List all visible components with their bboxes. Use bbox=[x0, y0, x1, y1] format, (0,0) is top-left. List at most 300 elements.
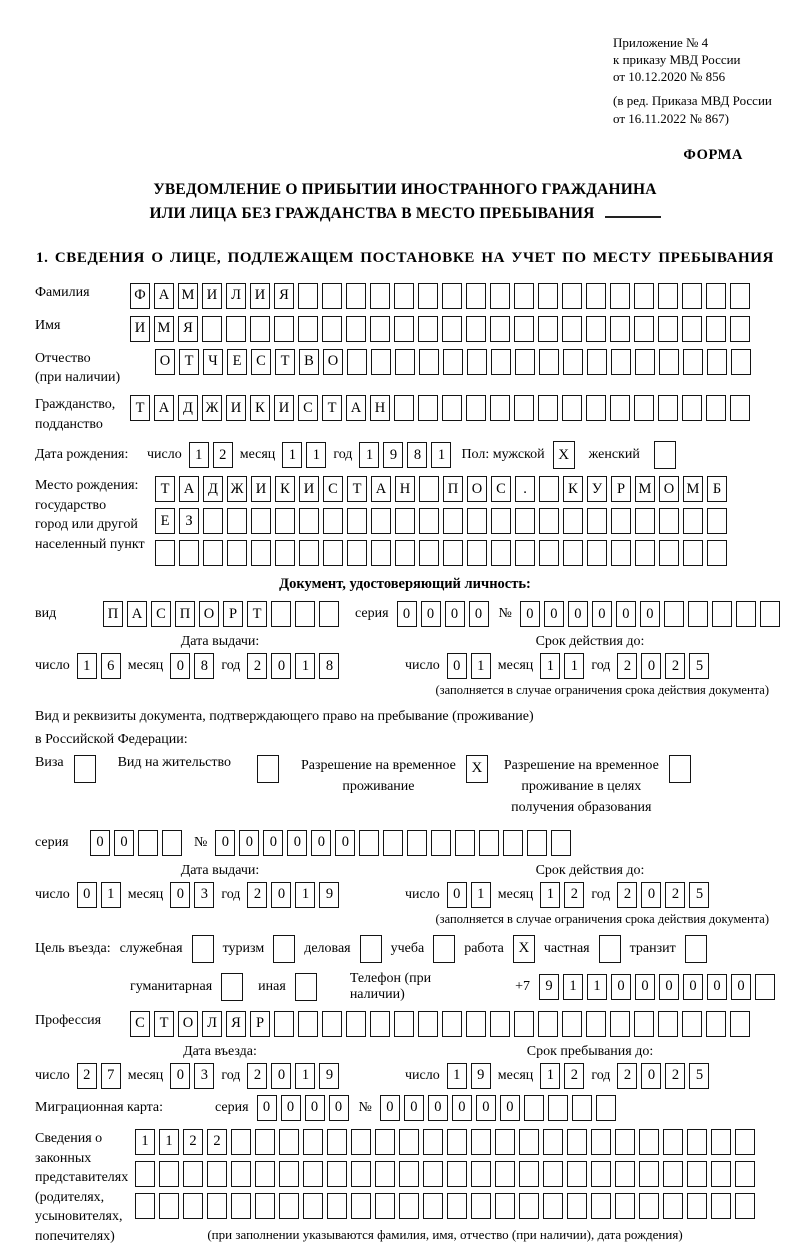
char-cell[interactable]: 9 bbox=[319, 1063, 339, 1089]
char-cell[interactable] bbox=[711, 1193, 731, 1219]
char-cell[interactable] bbox=[615, 1129, 635, 1155]
char-cell[interactable]: 0 bbox=[239, 830, 259, 856]
char-cell[interactable] bbox=[322, 316, 342, 342]
char-cell[interactable]: 0 bbox=[287, 830, 307, 856]
char-cell[interactable] bbox=[586, 1011, 606, 1037]
char-cell[interactable] bbox=[275, 540, 295, 566]
char-cell[interactable]: 2 bbox=[564, 1063, 584, 1089]
char-cell[interactable]: 2 bbox=[207, 1129, 227, 1155]
char-cell[interactable] bbox=[539, 349, 559, 375]
char-cell[interactable] bbox=[514, 316, 534, 342]
char-cell[interactable]: 0 bbox=[731, 974, 751, 1000]
char-cell[interactable] bbox=[395, 349, 415, 375]
char-cell[interactable]: О bbox=[467, 476, 487, 502]
char-cell[interactable]: 1 bbox=[587, 974, 607, 1000]
char-cell[interactable] bbox=[519, 1193, 539, 1219]
char-cell[interactable]: Т bbox=[347, 476, 367, 502]
char-cell[interactable] bbox=[467, 349, 487, 375]
char-cell[interactable]: О bbox=[323, 349, 343, 375]
char-cell[interactable]: О bbox=[155, 349, 175, 375]
purpose-humanitarian-checkbox[interactable] bbox=[221, 973, 243, 1001]
char-cell[interactable]: С bbox=[130, 1011, 150, 1037]
char-cell[interactable] bbox=[615, 1161, 635, 1187]
char-cell[interactable] bbox=[706, 283, 726, 309]
char-cell[interactable]: 0 bbox=[500, 1095, 520, 1121]
char-cell[interactable]: 2 bbox=[247, 882, 267, 908]
char-cell[interactable] bbox=[370, 316, 390, 342]
char-cell[interactable]: 0 bbox=[263, 830, 283, 856]
char-cell[interactable]: А bbox=[154, 395, 174, 421]
char-cell[interactable] bbox=[419, 508, 439, 534]
char-cell[interactable] bbox=[659, 508, 679, 534]
char-cell[interactable] bbox=[279, 1193, 299, 1219]
char-cell[interactable] bbox=[730, 316, 750, 342]
purpose-work-checkbox[interactable]: X bbox=[513, 935, 535, 963]
char-cell[interactable] bbox=[730, 283, 750, 309]
char-cell[interactable] bbox=[371, 508, 391, 534]
char-cell[interactable]: 0 bbox=[447, 882, 467, 908]
char-cell[interactable]: 5 bbox=[689, 1063, 709, 1089]
char-cell[interactable] bbox=[375, 1161, 395, 1187]
char-cell[interactable]: С bbox=[298, 395, 318, 421]
char-cell[interactable] bbox=[610, 1011, 630, 1037]
char-cell[interactable]: 0 bbox=[476, 1095, 496, 1121]
char-cell[interactable]: 0 bbox=[568, 601, 588, 627]
char-cell[interactable]: А bbox=[127, 601, 147, 627]
char-cell[interactable] bbox=[735, 1193, 755, 1219]
char-cell[interactable] bbox=[394, 1011, 414, 1037]
char-cell[interactable] bbox=[407, 830, 427, 856]
char-cell[interactable] bbox=[455, 830, 475, 856]
char-cell[interactable]: 0 bbox=[281, 1095, 301, 1121]
char-cell[interactable] bbox=[562, 395, 582, 421]
char-cell[interactable] bbox=[615, 1193, 635, 1219]
char-cell[interactable]: 0 bbox=[659, 974, 679, 1000]
char-cell[interactable] bbox=[548, 1095, 568, 1121]
char-cell[interactable] bbox=[375, 1193, 395, 1219]
char-cell[interactable] bbox=[760, 601, 780, 627]
char-cell[interactable] bbox=[515, 508, 535, 534]
char-cell[interactable] bbox=[226, 316, 246, 342]
char-cell[interactable] bbox=[711, 1161, 731, 1187]
char-cell[interactable]: П bbox=[175, 601, 195, 627]
char-cell[interactable]: Т bbox=[247, 601, 267, 627]
char-cell[interactable] bbox=[394, 283, 414, 309]
char-cell[interactable] bbox=[479, 830, 499, 856]
char-cell[interactable] bbox=[683, 349, 703, 375]
char-cell[interactable] bbox=[418, 316, 438, 342]
char-cell[interactable] bbox=[495, 1161, 515, 1187]
char-cell[interactable]: 8 bbox=[319, 653, 339, 679]
char-cell[interactable] bbox=[586, 395, 606, 421]
char-cell[interactable]: В bbox=[299, 349, 319, 375]
char-cell[interactable] bbox=[634, 316, 654, 342]
char-cell[interactable]: 0 bbox=[335, 830, 355, 856]
char-cell[interactable]: 9 bbox=[539, 974, 559, 1000]
char-cell[interactable]: Ж bbox=[202, 395, 222, 421]
char-cell[interactable] bbox=[419, 349, 439, 375]
char-cell[interactable]: 0 bbox=[641, 1063, 661, 1089]
char-cell[interactable]: 0 bbox=[170, 1063, 190, 1089]
char-cell[interactable] bbox=[543, 1161, 563, 1187]
char-cell[interactable]: 1 bbox=[471, 882, 491, 908]
char-cell[interactable] bbox=[255, 1193, 275, 1219]
char-cell[interactable]: 2 bbox=[665, 653, 685, 679]
char-cell[interactable] bbox=[275, 508, 295, 534]
purpose-official-checkbox[interactable] bbox=[192, 935, 214, 963]
char-cell[interactable]: 0 bbox=[428, 1095, 448, 1121]
char-cell[interactable] bbox=[688, 601, 708, 627]
char-cell[interactable] bbox=[466, 283, 486, 309]
char-cell[interactable] bbox=[423, 1129, 443, 1155]
char-cell[interactable]: Е bbox=[155, 508, 175, 534]
char-cell[interactable] bbox=[323, 508, 343, 534]
char-cell[interactable] bbox=[327, 1193, 347, 1219]
char-cell[interactable] bbox=[682, 395, 702, 421]
char-cell[interactable] bbox=[519, 1129, 539, 1155]
char-cell[interactable] bbox=[419, 540, 439, 566]
char-cell[interactable]: 2 bbox=[665, 882, 685, 908]
char-cell[interactable]: П bbox=[103, 601, 123, 627]
char-cell[interactable]: К bbox=[275, 476, 295, 502]
char-cell[interactable]: 0 bbox=[683, 974, 703, 1000]
char-cell[interactable] bbox=[347, 540, 367, 566]
char-cell[interactable]: Т bbox=[155, 476, 175, 502]
char-cell[interactable] bbox=[231, 1129, 251, 1155]
char-cell[interactable]: 2 bbox=[183, 1129, 203, 1155]
char-cell[interactable]: 1 bbox=[295, 653, 315, 679]
char-cell[interactable]: Р bbox=[250, 1011, 270, 1037]
char-cell[interactable]: С bbox=[491, 476, 511, 502]
char-cell[interactable] bbox=[423, 1193, 443, 1219]
char-cell[interactable] bbox=[562, 283, 582, 309]
char-cell[interactable]: 2 bbox=[617, 882, 637, 908]
char-cell[interactable] bbox=[447, 1193, 467, 1219]
char-cell[interactable] bbox=[659, 540, 679, 566]
char-cell[interactable]: 0 bbox=[397, 601, 417, 627]
char-cell[interactable] bbox=[251, 508, 271, 534]
char-cell[interactable]: 0 bbox=[271, 653, 291, 679]
char-cell[interactable]: С bbox=[323, 476, 343, 502]
char-cell[interactable] bbox=[591, 1193, 611, 1219]
char-cell[interactable] bbox=[587, 349, 607, 375]
char-cell[interactable] bbox=[515, 540, 535, 566]
char-cell[interactable] bbox=[274, 1011, 294, 1037]
char-cell[interactable]: Р bbox=[223, 601, 243, 627]
char-cell[interactable] bbox=[298, 316, 318, 342]
char-cell[interactable] bbox=[736, 601, 756, 627]
char-cell[interactable] bbox=[503, 830, 523, 856]
char-cell[interactable] bbox=[635, 349, 655, 375]
char-cell[interactable] bbox=[431, 830, 451, 856]
char-cell[interactable] bbox=[303, 1129, 323, 1155]
char-cell[interactable]: 1 bbox=[306, 442, 326, 468]
char-cell[interactable] bbox=[295, 601, 315, 627]
char-cell[interactable] bbox=[490, 283, 510, 309]
char-cell[interactable]: 1 bbox=[471, 653, 491, 679]
char-cell[interactable] bbox=[567, 1129, 587, 1155]
char-cell[interactable]: 1 bbox=[564, 653, 584, 679]
visa-checkbox[interactable] bbox=[74, 755, 96, 783]
char-cell[interactable] bbox=[298, 283, 318, 309]
char-cell[interactable]: 1 bbox=[295, 1063, 315, 1089]
char-cell[interactable]: 0 bbox=[592, 601, 612, 627]
char-cell[interactable]: И bbox=[274, 395, 294, 421]
char-cell[interactable]: 0 bbox=[170, 882, 190, 908]
char-cell[interactable] bbox=[138, 830, 158, 856]
char-cell[interactable] bbox=[572, 1095, 592, 1121]
char-cell[interactable]: Н bbox=[395, 476, 415, 502]
char-cell[interactable]: 0 bbox=[611, 974, 631, 1000]
char-cell[interactable] bbox=[443, 349, 463, 375]
char-cell[interactable]: 8 bbox=[407, 442, 427, 468]
char-cell[interactable] bbox=[658, 283, 678, 309]
char-cell[interactable] bbox=[538, 283, 558, 309]
char-cell[interactable] bbox=[596, 1095, 616, 1121]
char-cell[interactable] bbox=[639, 1193, 659, 1219]
char-cell[interactable] bbox=[250, 316, 270, 342]
char-cell[interactable] bbox=[495, 1129, 515, 1155]
char-cell[interactable] bbox=[587, 540, 607, 566]
char-cell[interactable]: 1 bbox=[159, 1129, 179, 1155]
char-cell[interactable] bbox=[322, 283, 342, 309]
char-cell[interactable] bbox=[467, 540, 487, 566]
char-cell[interactable] bbox=[399, 1193, 419, 1219]
char-cell[interactable] bbox=[611, 349, 631, 375]
char-cell[interactable]: 0 bbox=[641, 882, 661, 908]
char-cell[interactable]: А bbox=[179, 476, 199, 502]
char-cell[interactable] bbox=[591, 1161, 611, 1187]
char-cell[interactable]: 0 bbox=[707, 974, 727, 1000]
char-cell[interactable] bbox=[490, 395, 510, 421]
char-cell[interactable] bbox=[207, 1161, 227, 1187]
char-cell[interactable] bbox=[346, 316, 366, 342]
char-cell[interactable] bbox=[443, 540, 463, 566]
purpose-business-checkbox[interactable] bbox=[360, 935, 382, 963]
char-cell[interactable]: 1 bbox=[295, 882, 315, 908]
char-cell[interactable]: 5 bbox=[689, 653, 709, 679]
char-cell[interactable] bbox=[490, 1011, 510, 1037]
char-cell[interactable]: 3 bbox=[194, 882, 214, 908]
char-cell[interactable]: 1 bbox=[135, 1129, 155, 1155]
char-cell[interactable] bbox=[683, 540, 703, 566]
char-cell[interactable] bbox=[563, 508, 583, 534]
char-cell[interactable]: 8 bbox=[194, 653, 214, 679]
char-cell[interactable] bbox=[755, 974, 775, 1000]
male-checkbox[interactable]: X bbox=[553, 441, 575, 469]
char-cell[interactable] bbox=[371, 540, 391, 566]
char-cell[interactable]: У bbox=[587, 476, 607, 502]
char-cell[interactable]: 6 bbox=[101, 653, 121, 679]
char-cell[interactable] bbox=[538, 1011, 558, 1037]
char-cell[interactable]: Ч bbox=[203, 349, 223, 375]
char-cell[interactable] bbox=[735, 1129, 755, 1155]
char-cell[interactable] bbox=[610, 395, 630, 421]
char-cell[interactable]: 1 bbox=[101, 882, 121, 908]
char-cell[interactable]: 0 bbox=[616, 601, 636, 627]
char-cell[interactable]: П bbox=[443, 476, 463, 502]
char-cell[interactable] bbox=[687, 1193, 707, 1219]
char-cell[interactable] bbox=[567, 1161, 587, 1187]
char-cell[interactable]: 0 bbox=[114, 830, 134, 856]
char-cell[interactable] bbox=[527, 830, 547, 856]
char-cell[interactable] bbox=[135, 1161, 155, 1187]
char-cell[interactable]: 0 bbox=[421, 601, 441, 627]
char-cell[interactable] bbox=[563, 540, 583, 566]
char-cell[interactable]: М bbox=[178, 283, 198, 309]
char-cell[interactable] bbox=[418, 283, 438, 309]
char-cell[interactable] bbox=[442, 316, 462, 342]
char-cell[interactable] bbox=[539, 540, 559, 566]
char-cell[interactable]: Т bbox=[130, 395, 150, 421]
char-cell[interactable]: 9 bbox=[383, 442, 403, 468]
char-cell[interactable] bbox=[203, 508, 223, 534]
char-cell[interactable] bbox=[514, 283, 534, 309]
char-cell[interactable] bbox=[346, 1011, 366, 1037]
char-cell[interactable]: 2 bbox=[77, 1063, 97, 1089]
char-cell[interactable] bbox=[611, 508, 631, 534]
char-cell[interactable]: И bbox=[250, 283, 270, 309]
char-cell[interactable] bbox=[514, 1011, 534, 1037]
char-cell[interactable] bbox=[443, 508, 463, 534]
char-cell[interactable] bbox=[491, 508, 511, 534]
char-cell[interactable] bbox=[442, 395, 462, 421]
char-cell[interactable] bbox=[706, 1011, 726, 1037]
char-cell[interactable]: И bbox=[202, 283, 222, 309]
char-cell[interactable]: 1 bbox=[540, 1063, 560, 1089]
char-cell[interactable]: 1 bbox=[359, 442, 379, 468]
char-cell[interactable] bbox=[682, 316, 702, 342]
char-cell[interactable]: 0 bbox=[640, 601, 660, 627]
char-cell[interactable]: . bbox=[515, 476, 535, 502]
char-cell[interactable]: 0 bbox=[635, 974, 655, 1000]
char-cell[interactable] bbox=[466, 1011, 486, 1037]
char-cell[interactable] bbox=[611, 540, 631, 566]
char-cell[interactable] bbox=[639, 1161, 659, 1187]
char-cell[interactable] bbox=[255, 1161, 275, 1187]
char-cell[interactable]: 1 bbox=[189, 442, 209, 468]
char-cell[interactable] bbox=[539, 508, 559, 534]
char-cell[interactable] bbox=[524, 1095, 544, 1121]
char-cell[interactable] bbox=[271, 601, 291, 627]
char-cell[interactable] bbox=[538, 395, 558, 421]
char-cell[interactable]: 0 bbox=[257, 1095, 277, 1121]
char-cell[interactable] bbox=[687, 1161, 707, 1187]
char-cell[interactable]: С bbox=[151, 601, 171, 627]
char-cell[interactable]: Н bbox=[370, 395, 390, 421]
char-cell[interactable] bbox=[298, 1011, 318, 1037]
char-cell[interactable] bbox=[207, 1193, 227, 1219]
char-cell[interactable]: 0 bbox=[520, 601, 540, 627]
char-cell[interactable] bbox=[539, 476, 559, 502]
char-cell[interactable] bbox=[562, 1011, 582, 1037]
char-cell[interactable]: 2 bbox=[213, 442, 233, 468]
char-cell[interactable] bbox=[202, 316, 222, 342]
char-cell[interactable] bbox=[351, 1161, 371, 1187]
char-cell[interactable]: Е bbox=[227, 349, 247, 375]
char-cell[interactable]: А bbox=[154, 283, 174, 309]
char-cell[interactable]: А bbox=[346, 395, 366, 421]
char-cell[interactable] bbox=[155, 540, 175, 566]
char-cell[interactable] bbox=[659, 349, 679, 375]
char-cell[interactable] bbox=[466, 316, 486, 342]
residence-permit-checkbox[interactable] bbox=[257, 755, 279, 783]
char-cell[interactable]: И bbox=[130, 316, 150, 342]
char-cell[interactable]: 5 bbox=[689, 882, 709, 908]
char-cell[interactable] bbox=[370, 1011, 390, 1037]
char-cell[interactable]: 0 bbox=[469, 601, 489, 627]
char-cell[interactable] bbox=[471, 1193, 491, 1219]
char-cell[interactable] bbox=[586, 316, 606, 342]
char-cell[interactable] bbox=[711, 1129, 731, 1155]
char-cell[interactable]: 0 bbox=[641, 653, 661, 679]
char-cell[interactable] bbox=[227, 508, 247, 534]
char-cell[interactable]: Д bbox=[178, 395, 198, 421]
purpose-study-checkbox[interactable] bbox=[433, 935, 455, 963]
char-cell[interactable]: М bbox=[154, 316, 174, 342]
char-cell[interactable]: 1 bbox=[540, 653, 560, 679]
char-cell[interactable]: 0 bbox=[329, 1095, 349, 1121]
char-cell[interactable] bbox=[682, 283, 702, 309]
char-cell[interactable] bbox=[471, 1161, 491, 1187]
char-cell[interactable] bbox=[351, 1193, 371, 1219]
char-cell[interactable] bbox=[706, 316, 726, 342]
char-cell[interactable] bbox=[319, 601, 339, 627]
char-cell[interactable]: 0 bbox=[271, 1063, 291, 1089]
char-cell[interactable] bbox=[159, 1193, 179, 1219]
purpose-transit-checkbox[interactable] bbox=[685, 935, 707, 963]
char-cell[interactable] bbox=[442, 283, 462, 309]
char-cell[interactable] bbox=[442, 1011, 462, 1037]
char-cell[interactable] bbox=[162, 830, 182, 856]
char-cell[interactable] bbox=[383, 830, 403, 856]
char-cell[interactable]: 2 bbox=[617, 653, 637, 679]
char-cell[interactable]: О bbox=[178, 1011, 198, 1037]
char-cell[interactable] bbox=[394, 316, 414, 342]
char-cell[interactable]: И bbox=[251, 476, 271, 502]
char-cell[interactable] bbox=[179, 540, 199, 566]
char-cell[interactable] bbox=[730, 1011, 750, 1037]
char-cell[interactable]: Д bbox=[203, 476, 223, 502]
char-cell[interactable] bbox=[299, 508, 319, 534]
char-cell[interactable]: Л bbox=[202, 1011, 222, 1037]
char-cell[interactable] bbox=[447, 1129, 467, 1155]
char-cell[interactable] bbox=[551, 830, 571, 856]
char-cell[interactable] bbox=[423, 1161, 443, 1187]
char-cell[interactable] bbox=[227, 540, 247, 566]
char-cell[interactable] bbox=[346, 283, 366, 309]
char-cell[interactable]: Л bbox=[226, 283, 246, 309]
char-cell[interactable]: 0 bbox=[311, 830, 331, 856]
char-cell[interactable] bbox=[707, 540, 727, 566]
char-cell[interactable] bbox=[447, 1161, 467, 1187]
char-cell[interactable]: С bbox=[251, 349, 271, 375]
char-cell[interactable]: З bbox=[179, 508, 199, 534]
char-cell[interactable]: 1 bbox=[563, 974, 583, 1000]
char-cell[interactable] bbox=[370, 283, 390, 309]
char-cell[interactable]: М bbox=[635, 476, 655, 502]
char-cell[interactable] bbox=[538, 316, 558, 342]
char-cell[interactable]: 0 bbox=[404, 1095, 424, 1121]
char-cell[interactable]: 0 bbox=[77, 882, 97, 908]
char-cell[interactable] bbox=[255, 1129, 275, 1155]
char-cell[interactable] bbox=[359, 830, 379, 856]
char-cell[interactable] bbox=[299, 540, 319, 566]
char-cell[interactable] bbox=[586, 283, 606, 309]
char-cell[interactable]: 0 bbox=[544, 601, 564, 627]
char-cell[interactable]: 1 bbox=[431, 442, 451, 468]
temp-edu-checkbox[interactable] bbox=[669, 755, 691, 783]
